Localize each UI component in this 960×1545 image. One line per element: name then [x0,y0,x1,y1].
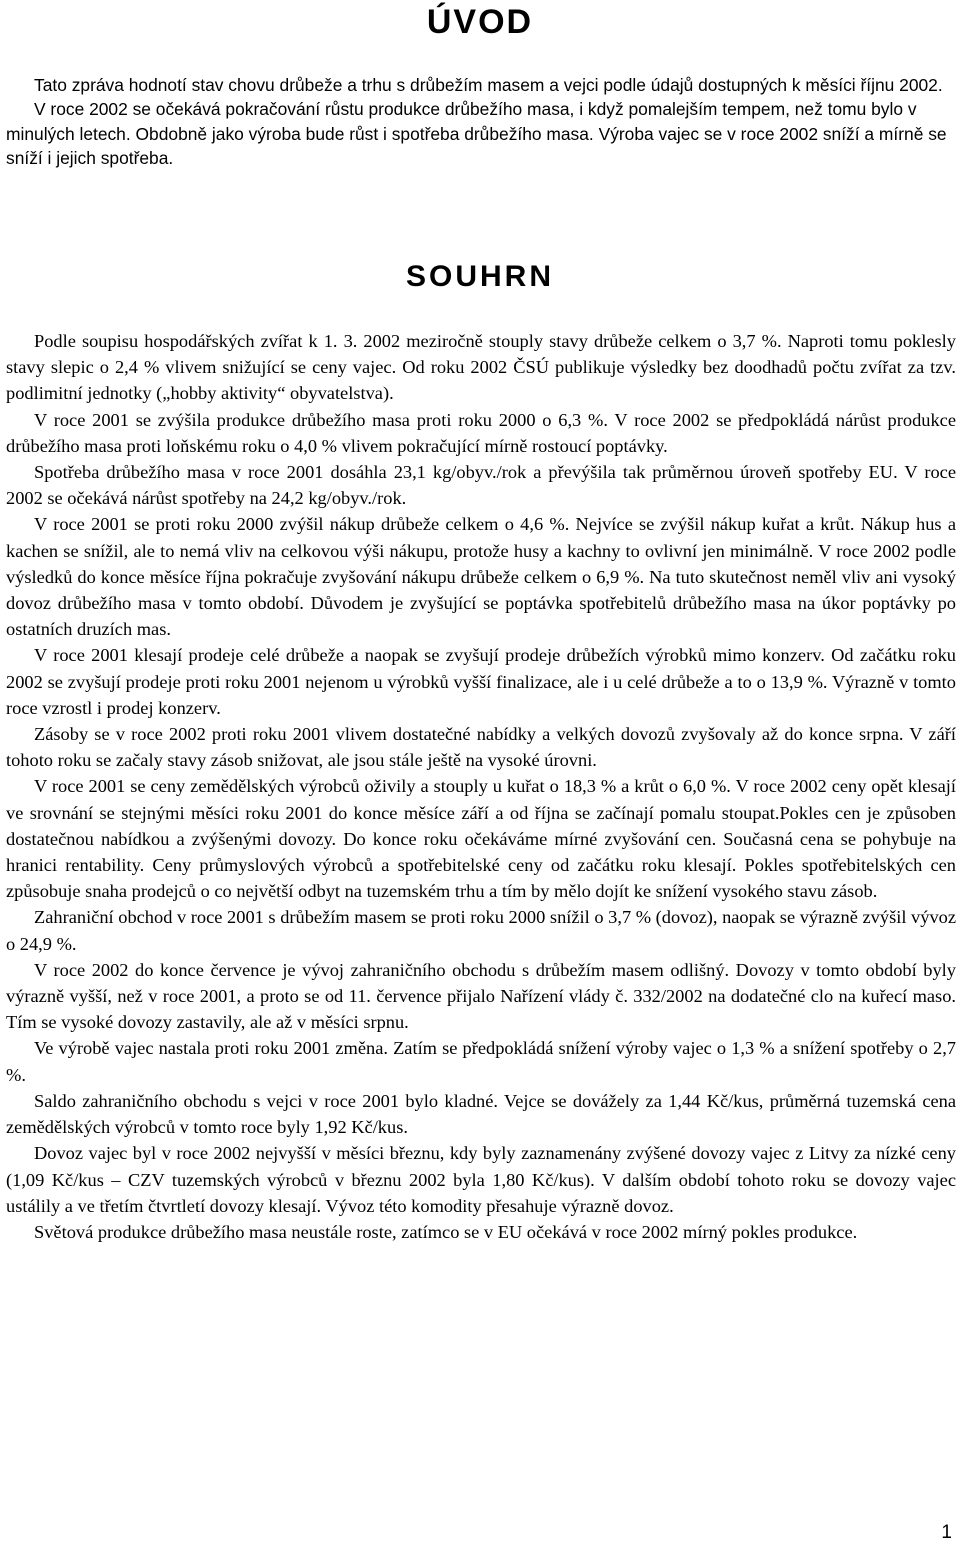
summary-paragraph: V roce 2001 se ceny zemědělských výrobců oživily a stouply u kuřat o 18,3 % a krůt o 6,0 %. V roce 2002 ceny opět klesají ve srovnání se stejnými měsíci roku 2001 do konce měsíce září a od října se začínají pomalu stoupat.Pokles cen je způsoben dostatečnou nabídkou a zvýšenými dovozy. Do konce roku očekáváme mírné zvyšování cen. Současná cena se pohybuje na hranici rentability. Ceny průmyslových výrobců a spotřebitelské ceny od začátku roku klesají. Pokles spotřebitelských cen způsobuje snaha prodejců o co největší odbyt na tuzemském trhu a tím by mělo dojít ke snížení vysokého stavu zásob. [6,776,956,902]
summary-paragraph: Zásoby se v roce 2002 proti roku 2001 vlivem dostatečné nabídky a velkých dovozů zvyšovaly až do konce srpna. V září tohoto roku se začaly stavy zásob snižovat, ale jsou stále ještě na vysoké úrovni. [6,724,956,771]
summary-paragraph: Podle soupisu hospodářských zvířat k 1. 3. 2002 meziročně stouply stavy drůbeže celkem o 3,7 %. Naproti tomu poklesly stavy slepic o 2,4 % vlivem snižující se ceny vajec. Od roku 2002 ČSÚ publikuje výsledky bez doodhadů počtu zvířat za tzv. podlimitní jednotky („hobby aktivity“ obyvatelstva). [6,331,956,404]
intro-paragraph: V roce 2002 se očekává pokračování růstu produkce drůbežího masa, i když pomalejším tempem, než tomu bylo v minulých letech. Obdobně jako výroba bude růst i spotřeba drůbežího masa. Výroba vajec se v roce 2002 sníží a mírně se sníží i jejich spotřeba. [6,99,947,169]
section-title-uvod: ÚVOD [426,3,534,41]
summary-paragraph: Světová produkce drůbežího masa neustále roste, zatímco se v EU očekává v roce 2002 mírný pokles produkce. [34,1221,858,1242]
summary-paragraph: Saldo zahraničního obchodu s vejci v roce 2001 bylo kladné. Vejce se dovážely za 1,44 Kč/kus, průměrná tuzemská cena zemědělských výrobců v tomto roce byly 1,92 Kč/kus. [6,1090,956,1138]
summary-paragraph: Ve výrobě vajec nastala proti roku 2001 změna. Zatím se předpokládá snížení výroby vajec o 1,3 % a snížení spotřeby o 2,7 %. [6,1038,956,1085]
summary-section [6,328,956,1245]
summary-paragraph: Zahraniční obchod v roce 2001 s drůbežím masem se proti roku 2000 snížil o 3,7 % (dovoz), naopak se výrazně zvýšil vývoz o 24,9 %. [6,907,956,954]
summary-paragraph: V roce 2001 se zvýšila produkce drůbežího masa proti roku 2000 o 6,3 %. V roce 2002 se předpokládá nárůst produkce drůbežího masa proti loňskému roku o 4,0 % vlivem pokračující mírně rostoucí poptávky. [6,409,956,456]
summary-paragraph: V roce 2001 se proti roku 2000 zvýšil nákup drůbeže celkem o 4,6 %. Nejvíce se zvýšil nákup kuřat a krůt. Nákup hus a kachen se snížil, ale to nemá vliv na celkovou výši nákupu, protože husy a kachny to ovlivní jen minimálně. V roce 2002 podle výsledků do konce měsíce října pokračuje zvyšování nákupu drůbeže celkem o 6,9 %. Na tuto skutečnost neměl vliv ani vysoký dovoz drůbežího masa v tomto období. Důvodem je zvyšující se poptávka spotřebitelů drůbežího masa na úkor poptávky po ostatních druzích mas. [6,514,956,640]
summary-paragraph: Spotřeba drůbežího masa v roce 2001 dosáhla 23,1 kg/obyv./rok a převýšila tak průměrnou úroveň spotřeby EU. V roce 2002 se očekává nárůst spotřeby na 24,2 kg/obyv./rok. [6,462,956,509]
summary-paragraph: Dovoz vajec byl v roce 2002 nejvyšší v měsíci březnu, kdy byly zaznamenány zvýšené dovozy vajec z Litvy za nízké ceny (1,09 Kč/kus – CZV tuzemských výrobců v březnu 2002 byla 1,80 Kč/kus). V dalším období tohoto roku se dovozy vajec ustálily a ve třetím čtvrtletí dovozy klesají. Vývoz této komodity přesahuje výrazně dovoz. [6,1143,956,1216]
section-title-souhrn: SOUHRN [405,260,554,293]
intro-paragraph: Tato zpráva hodnotí stav chovu drůbeže a trhu s drůbežím masem a vejci podle údajů dostupných k měsíci říjnu 2002. [34,75,943,95]
summary-paragraph: V roce 2002 do konce července je vývoj zahraničního obchodu s drůbežím masem odlišný. Dovozy v tomto období byly výrazně vyšší, než v roce 2001, a proto se od 11. července přijalo Nařízení vlády č. 332/2002 na dodatečné clo na kuřecí maso. Tím se vysoké dovozy zastavily, ale až v měsíci srpnu. [6,959,956,1033]
intro-section [6,73,956,171]
page-number: 1 [941,1522,952,1543]
summary-paragraph: V roce 2001 klesají prodeje celé drůbeže a naopak se zvyšují prodeje drůbežích výrobků mimo konzerv. Od začátku roku 2002 se zvyšují prodeje proti roku 2001 nejenom u výrobků vyšší finalizace, ale i u celé drůbeže a to o 13,9 %. Výrazně v tomto roce vzrostl i prodej konzerv. [6,645,956,718]
